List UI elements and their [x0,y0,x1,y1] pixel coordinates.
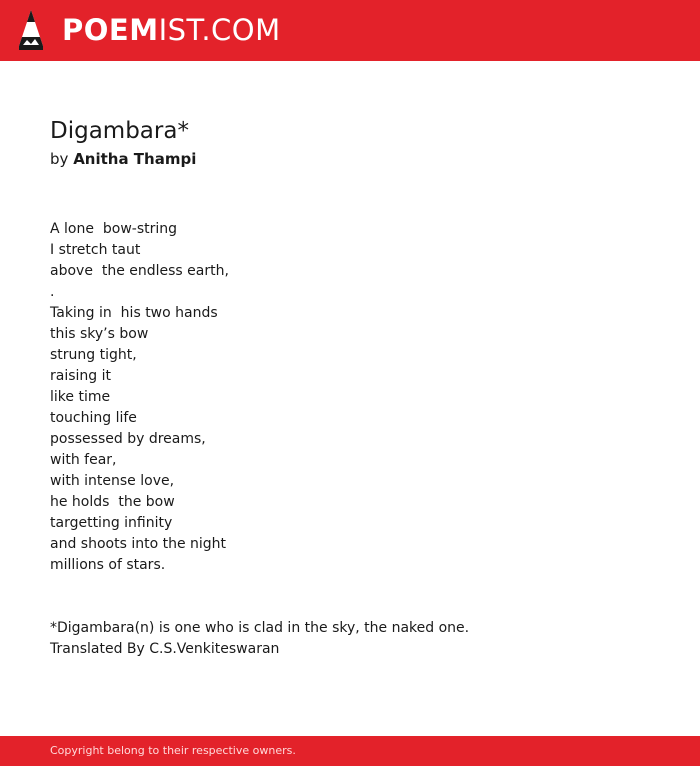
poem-notes [50,618,469,660]
poem-line: this sky’s bow [50,326,149,342]
poem-line: like time [50,389,111,405]
by-label: by [50,150,69,168]
poem-line: above the endless earth, [50,263,229,279]
poem-title: Digambara* [50,118,189,144]
poem-line: and shoots into the night [50,536,227,552]
poem-line: with intense love, [50,473,175,489]
site-name-bold: POEM [62,13,159,47]
poem-body [50,219,229,576]
pencil-icon [18,9,44,51]
site-header [0,0,700,61]
translator-credit: Translated By C.S.Venkiteswaran [50,641,280,657]
poem-line: targetting infinity [50,515,173,531]
poem-line: A lone bow-string [50,221,178,237]
poem-line: he holds the bow [50,494,175,510]
poem-line: Taking in his two hands [50,305,218,321]
poem-line: possessed by dreams, [50,431,206,447]
poem-line: . [50,284,55,300]
site-footer [0,736,700,766]
author-name: Anitha Thampi [73,150,197,168]
poem-line: with fear, [50,452,117,468]
poem-line: strung tight, [50,347,137,363]
poem-line: touching life [50,410,137,426]
site-name [62,9,281,51]
poem-line: millions of stars. [50,557,166,573]
site-logo[interactable] [18,9,281,51]
poem-line: raising it [50,368,111,384]
byline [50,148,196,170]
footnote: *Digambara(n) is one who is clad in the sky, the naked one. [50,620,470,636]
copyright-text: Copyright belong to their respective owners. [50,744,296,757]
site-name-light: IST.COM [158,13,281,47]
poem-line: I stretch taut [50,242,141,258]
